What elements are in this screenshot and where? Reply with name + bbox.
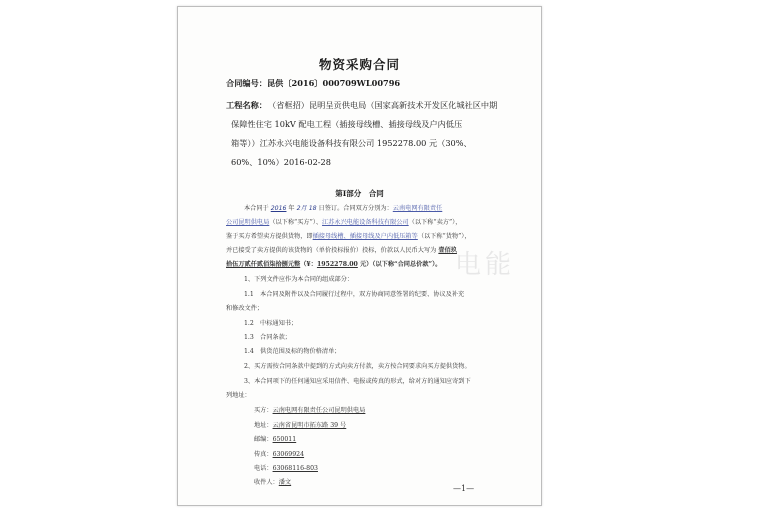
- body-text: 63068116-803: [272, 465, 318, 472]
- body-text: 2月: [296, 205, 307, 212]
- body-text: 日签订。合同双方分别为：: [316, 205, 393, 212]
- watermark: 电能: [455, 250, 516, 280]
- body-line: [244, 289, 464, 298]
- contract-number: [226, 78, 400, 89]
- body-text: 1.2 中标通知书；: [244, 320, 298, 327]
- project-label: 工程名称：: [226, 100, 267, 110]
- project-line: 60%、10%）2016-02-28: [231, 157, 331, 167]
- body-text: 650011: [272, 436, 297, 443]
- body-text: 18: [308, 205, 317, 212]
- project-line: 箱等））江苏永兴电能设备科技有限公司 1952278.00 元（30%、: [231, 138, 472, 148]
- body-line: [226, 259, 441, 268]
- body-line: [244, 332, 291, 341]
- body-text: 1.1 本合同及附件以及合同履行过程中，双方协商同意签署的纪要、协议及补充: [244, 291, 465, 298]
- body-text: 年: [286, 205, 297, 212]
- body-line: [244, 203, 442, 212]
- body-text: 1.3 合同条款；: [244, 334, 291, 341]
- body-text: 地址：: [254, 422, 273, 429]
- body-text: 2016: [270, 205, 287, 212]
- body-line: [244, 376, 471, 385]
- body-text: 本合同于: [244, 205, 271, 212]
- body-line: [244, 318, 297, 327]
- body-text: 公司昆明供电局: [226, 219, 270, 226]
- body-line: [244, 274, 353, 283]
- body-text: 2、买方需按合同条款中提到的方式向卖方付款，卖方按合同要求向买方提供货物。: [244, 363, 471, 370]
- contract-number-label: 合同编号：: [226, 78, 267, 88]
- body-line: [244, 346, 340, 355]
- body-line: [254, 449, 304, 458]
- body-text: 江苏永兴电能设备科技有限公司: [322, 219, 409, 226]
- body-text: 云南省昆明市拓东路 39 号: [272, 422, 347, 429]
- body-text: 和修改文件；: [226, 305, 264, 312]
- section-heading: 第Ⅰ部分 合同: [335, 189, 384, 198]
- body-text: 列地址：: [226, 392, 251, 399]
- body-text: 并已接受了卖方提供的该货物的（单价投标报价）投标，价款以人民币大写为: [226, 247, 439, 254]
- body-text: 1952278.00: [316, 261, 358, 268]
- project-line: （省框招）昆明呈贡供电局（国家高新技术开发区化城社区中期: [268, 100, 498, 110]
- body-text: 1、下列文件应作为本合同的组成部分：: [244, 276, 354, 283]
- body-text: （以下称“买方”）、: [269, 219, 323, 226]
- body-line: [254, 477, 291, 486]
- contract-number-value: 昆供〔2016〕000709WL00796: [266, 78, 401, 88]
- body-line: [226, 390, 251, 399]
- body-text: 63069924: [272, 451, 305, 458]
- body-text: 插接母线槽、插接母线及户内低压箱等: [312, 233, 418, 240]
- body-text: 壹佰玖: [438, 247, 457, 254]
- body-text: 电话：: [254, 465, 273, 472]
- body-text: 邮编：: [254, 436, 273, 443]
- body-line: [226, 303, 263, 312]
- body-line: [244, 361, 471, 370]
- body-text: 潘文: [278, 479, 292, 486]
- body-line: [254, 434, 296, 443]
- body-line: [226, 217, 461, 226]
- body-text: 3、本合同项下的任何通知应采用信件、电报或传真的形式，给对方的通知应寄到下: [244, 378, 471, 385]
- page-number: —1—: [453, 484, 475, 493]
- body-line: [226, 245, 457, 254]
- body-text: （以下称“货物”），: [417, 233, 471, 240]
- body-text: （¥：: [300, 261, 317, 268]
- body-text: 拾伍万贰仟贰佰柒拾捌元整: [226, 261, 301, 268]
- body-text: 1.4 供货范围及标的物价格清单；: [244, 348, 341, 355]
- body-text: （以下称“卖方”），: [408, 219, 462, 226]
- body-text: 云南电网有限责任: [392, 205, 443, 212]
- project-line: 保障性住宅 10kV 配电工程（插接母线槽、插接母线及户内低压: [231, 119, 463, 129]
- body-line: [254, 463, 318, 472]
- body-text: 鉴于买方希望卖方提供货物，即: [226, 233, 313, 240]
- body-line: [254, 420, 346, 429]
- body-line: [254, 405, 365, 414]
- document-title: 物资采购合同: [318, 57, 400, 72]
- body-text: 买方：: [254, 407, 273, 414]
- body-text: 传真：: [254, 451, 273, 458]
- body-text: 收件人：: [254, 479, 279, 486]
- body-line: [226, 231, 471, 240]
- body-text: 云南电网有限责任公司昆明供电局: [272, 407, 366, 414]
- body-text: 元）（以下称“合同总价款”）。: [357, 261, 442, 268]
